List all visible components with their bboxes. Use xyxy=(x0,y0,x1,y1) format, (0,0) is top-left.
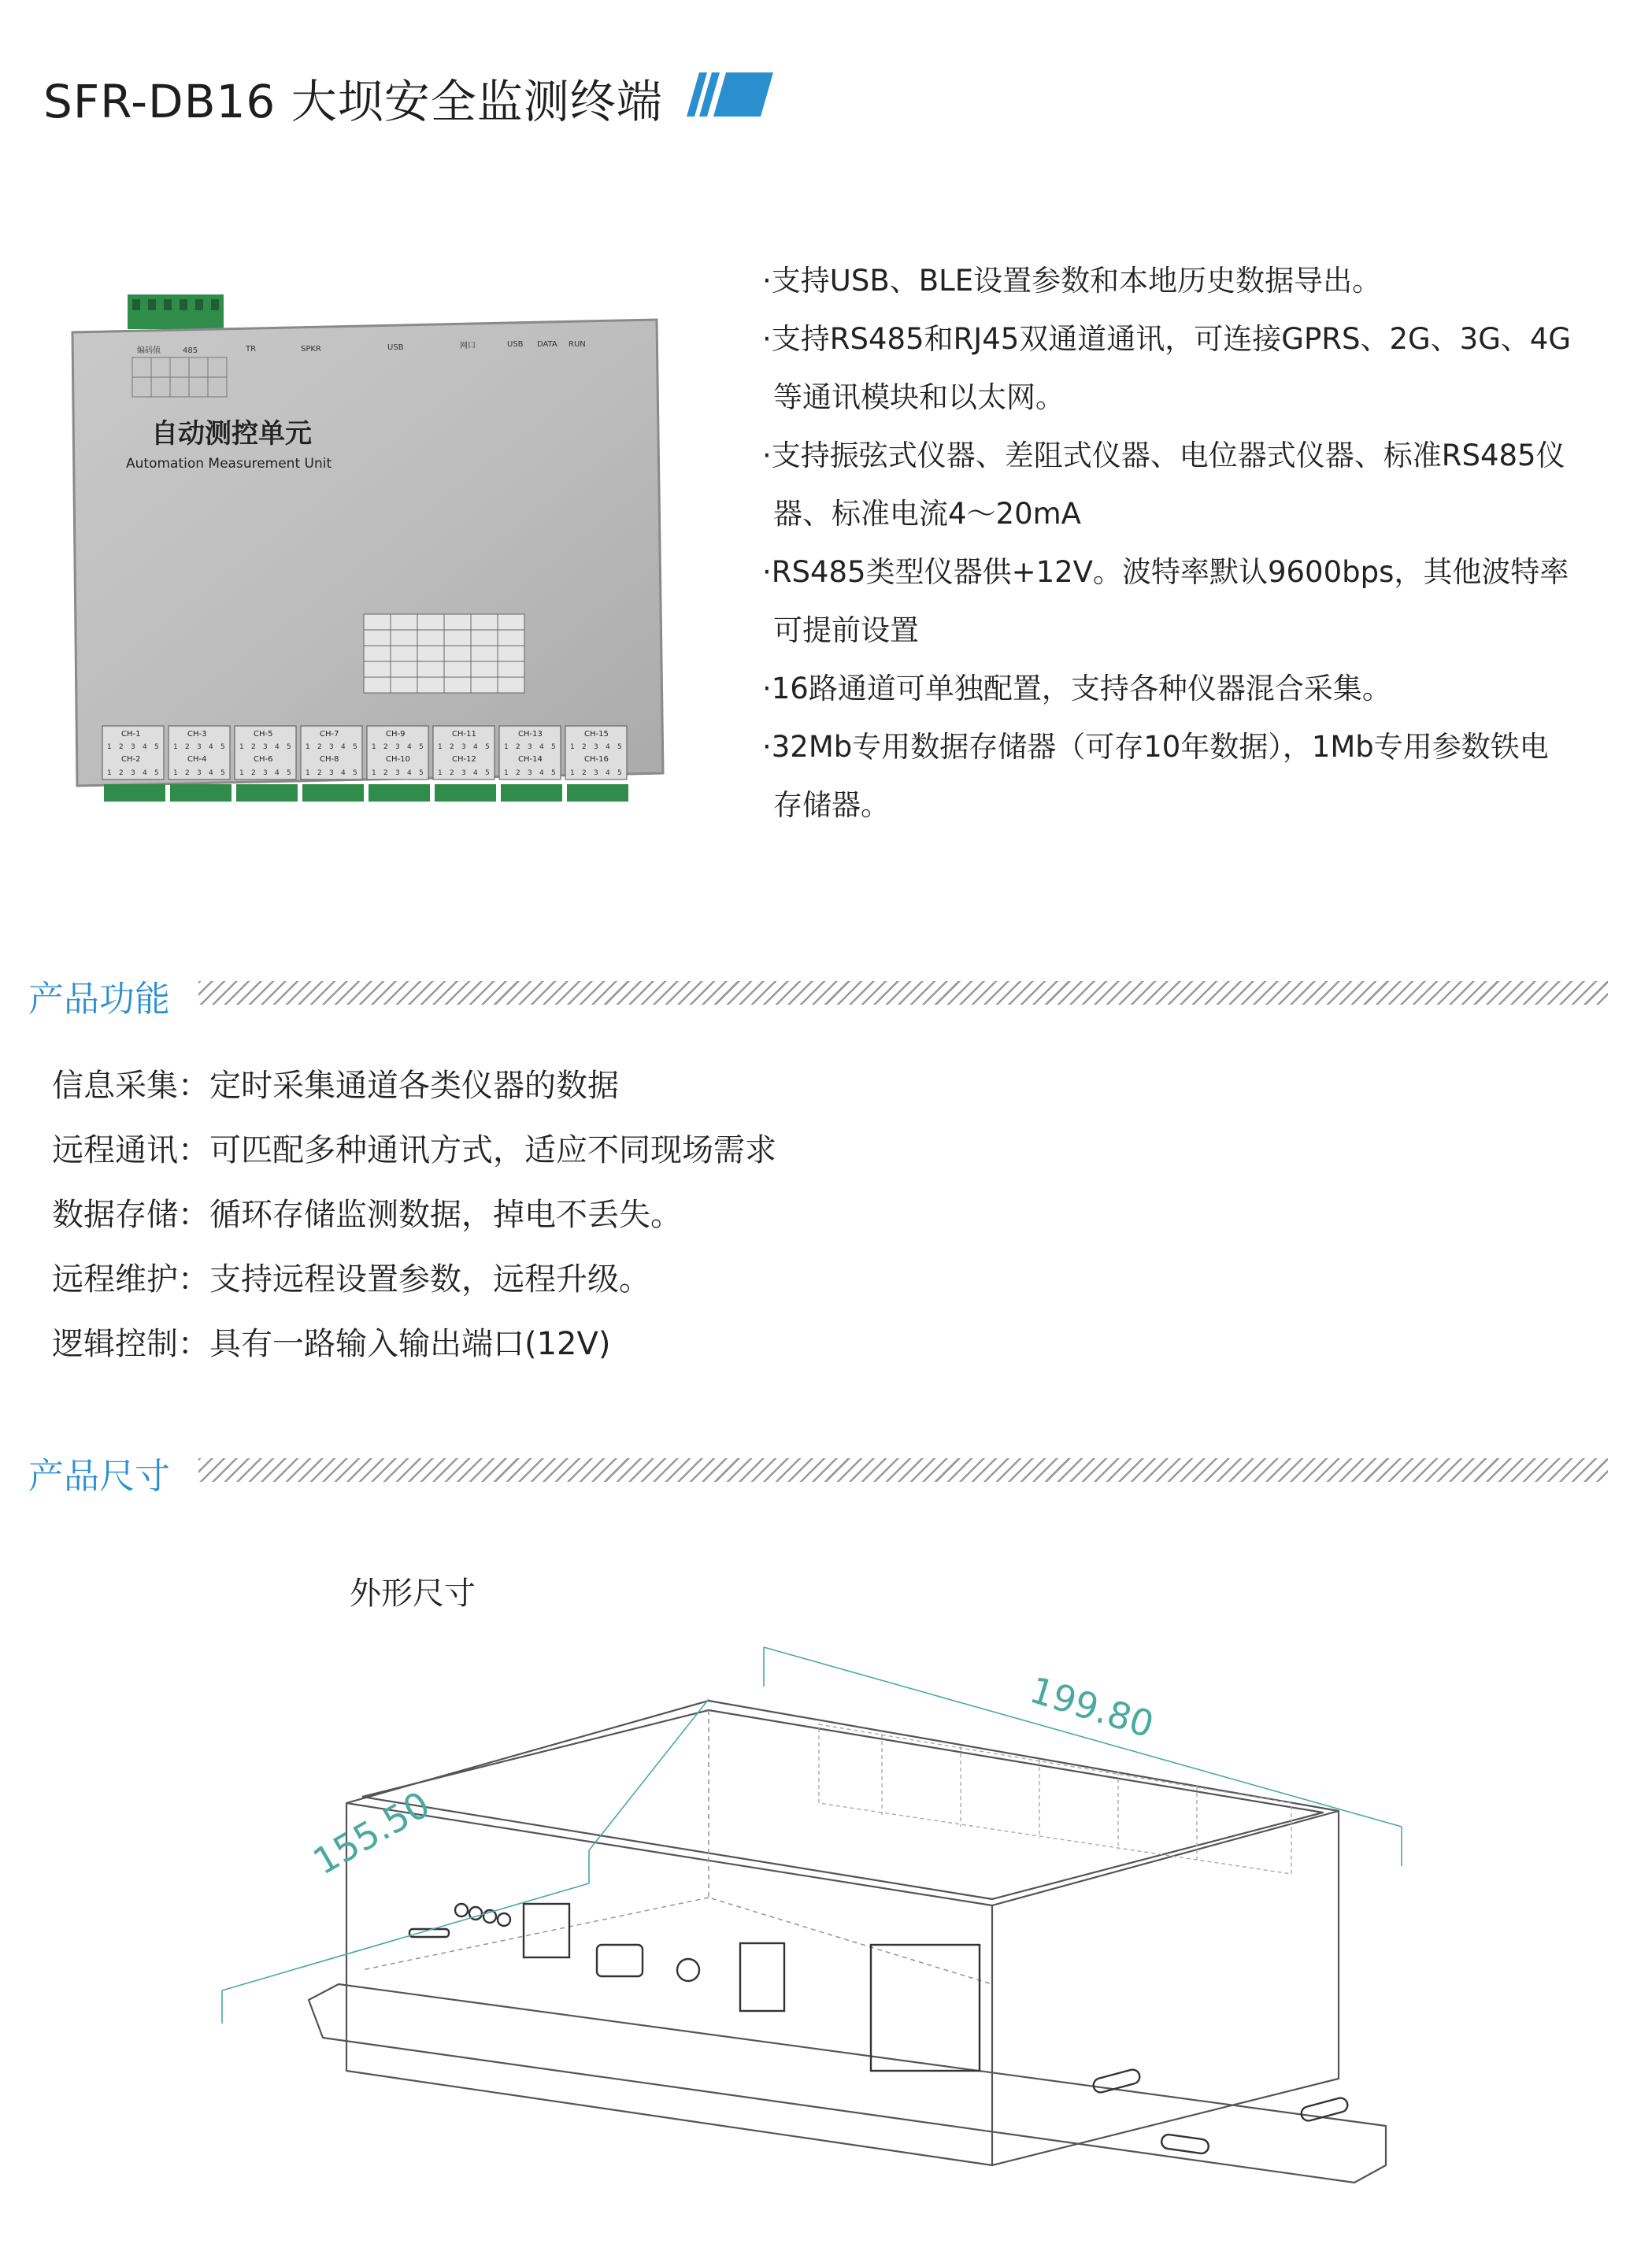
pin-number: 3 xyxy=(461,743,466,751)
feature-item xyxy=(762,427,1628,543)
function-value: 定时采集通道各类仪器的数据 xyxy=(209,1068,619,1104)
enclosure-dimension-drawing xyxy=(205,1614,1433,2213)
section-title-functions: 产品功能 xyxy=(28,978,171,1020)
features-list xyxy=(762,252,1628,835)
product-label-cn: 自动测控单元 xyxy=(151,418,312,450)
section-title-dimensions: 产品尺寸 xyxy=(28,1455,171,1497)
pin-number: 3 xyxy=(395,743,400,751)
function-item xyxy=(52,1247,776,1312)
pin-number: 5 xyxy=(419,769,424,777)
pin-number: 2 xyxy=(450,743,454,751)
feature-line: ·RS485类型仪器供+12V。波特率默认9600bps，其他波特率 xyxy=(762,555,1569,589)
pin-number: 2 xyxy=(251,743,256,751)
pin-number: 2 xyxy=(582,743,587,751)
product-label-en: Automation Measurement Unit xyxy=(126,456,332,472)
pin-number: 2 xyxy=(582,769,587,777)
feature-line: ·支持USB、BLE设置参数和本地历史数据导出。 xyxy=(762,264,1382,298)
channel-label: CH-15 xyxy=(584,730,609,739)
pin-number: 4 xyxy=(539,743,544,751)
channel-label: CH-3 xyxy=(187,730,207,739)
pin-number: 5 xyxy=(485,769,490,777)
label-top-5: DATA xyxy=(537,340,557,349)
pin-number: 1 xyxy=(239,769,244,777)
channel-label: CH-8 xyxy=(320,755,339,764)
pin-number: 3 xyxy=(131,743,135,751)
pin-number: 2 xyxy=(383,743,388,751)
pin-number: 5 xyxy=(353,743,357,751)
function-key: 远程维护： xyxy=(52,1261,209,1298)
pin-number: 1 xyxy=(107,743,112,751)
pin-number: 1 xyxy=(438,743,443,751)
label-top-6: RUN xyxy=(569,340,586,349)
pin-number: 4 xyxy=(407,769,412,777)
feature-item xyxy=(762,718,1628,835)
channel-label: CH-16 xyxy=(584,755,609,764)
pin-number: 3 xyxy=(594,769,598,777)
pin-number: 4 xyxy=(341,743,346,751)
pin-number: 5 xyxy=(287,769,291,777)
channel-label: CH-4 xyxy=(187,755,207,764)
top-terminal-block xyxy=(128,294,224,329)
pin-number: 4 xyxy=(209,743,213,751)
pin-number: 4 xyxy=(407,743,412,751)
pin-number: 5 xyxy=(551,743,556,751)
pin-number: 1 xyxy=(173,769,178,777)
pin-number: 3 xyxy=(528,769,532,777)
pin-number: 2 xyxy=(450,769,454,777)
feature-line: ·支持RS485和RJ45双通道通讯，可连接GPRS、2G、3G、4G xyxy=(762,322,1572,356)
feature-line: 器、标准电流4～20mA xyxy=(773,497,1081,531)
pin-number: 5 xyxy=(154,769,159,777)
pin-number: 4 xyxy=(341,769,346,777)
pin-number: 1 xyxy=(372,769,376,777)
channel-label: CH-9 xyxy=(386,730,406,739)
section-divider-hatch xyxy=(198,1458,1608,1482)
function-value: 具有一路输入输出端口(12V) xyxy=(209,1326,611,1362)
function-key: 信息采集： xyxy=(52,1068,209,1104)
pin-number: 1 xyxy=(504,743,509,751)
pin-number: 1 xyxy=(570,769,575,777)
pin-number: 4 xyxy=(473,769,478,777)
feature-item xyxy=(762,660,1628,718)
pin-number: 1 xyxy=(372,743,376,751)
pin-number: 3 xyxy=(197,743,202,751)
pin-number: 4 xyxy=(143,769,147,777)
pin-number: 1 xyxy=(504,769,509,777)
pin-number: 2 xyxy=(119,769,124,777)
spec-table xyxy=(364,614,524,693)
pin-number: 3 xyxy=(528,743,532,751)
pin-number: 5 xyxy=(287,743,291,751)
pin-number: 3 xyxy=(131,769,135,777)
feature-line: 存储器。 xyxy=(773,788,890,822)
function-item xyxy=(52,1312,776,1376)
function-key: 数据存储： xyxy=(52,1197,209,1233)
function-key: 逻辑控制： xyxy=(52,1326,209,1362)
channel-label: CH-11 xyxy=(452,730,476,739)
channel-label: CH-7 xyxy=(320,730,339,739)
pin-number: 2 xyxy=(119,743,124,751)
feature-item xyxy=(762,310,1628,427)
pin-number: 2 xyxy=(185,743,190,751)
feature-line: 等通讯模块和以太网。 xyxy=(773,380,1065,414)
pin-number: 4 xyxy=(606,769,610,777)
pin-number: 4 xyxy=(473,743,478,751)
pin-number: 3 xyxy=(461,769,466,777)
channel-label: CH-6 xyxy=(254,755,273,764)
dimension-caption: 外形尺寸 xyxy=(350,1576,476,1612)
channel-label: CH-1 xyxy=(121,730,141,739)
function-key: 远程通讯： xyxy=(52,1132,209,1168)
label-top-4: USB xyxy=(507,340,524,349)
dimension-length-label: 199.80 xyxy=(1024,1668,1159,1746)
pin-number: 2 xyxy=(516,769,520,777)
pin-number: 4 xyxy=(606,743,610,751)
pin-number: 3 xyxy=(329,743,334,751)
pin-number: 5 xyxy=(220,743,225,751)
pin-number: 4 xyxy=(275,743,280,751)
label-top-1: 485 xyxy=(183,346,198,355)
pin-number: 1 xyxy=(173,743,178,751)
pin-number: 5 xyxy=(617,743,622,751)
dimension-width-label: 155.50 xyxy=(306,1783,437,1883)
pin-number: 5 xyxy=(154,743,159,751)
pin-number: 5 xyxy=(617,769,622,777)
pin-number: 1 xyxy=(570,743,575,751)
label-top-3: 网口 xyxy=(460,342,476,350)
function-value: 支持远程设置参数，远程升级。 xyxy=(209,1261,650,1298)
pin-number: 4 xyxy=(143,743,147,751)
pin-number: 2 xyxy=(185,769,190,777)
channel-label: CH-13 xyxy=(518,730,543,739)
pin-number: 5 xyxy=(551,769,556,777)
pin-number: 4 xyxy=(539,769,544,777)
bottom-terminal-blocks xyxy=(104,784,628,802)
pin-number: 2 xyxy=(317,769,322,777)
feature-item xyxy=(762,252,1628,310)
section-divider-hatch xyxy=(198,981,1608,1005)
pin-number: 5 xyxy=(485,743,490,751)
page-title: SFR-DB16 大坝安全监测终端 xyxy=(43,75,663,128)
product-photo xyxy=(65,285,679,811)
feature-line: ·支持振弦式仪器、差阻式仪器、电位器式仪器、标准RS485仪 xyxy=(762,439,1565,472)
function-item xyxy=(52,1183,776,1247)
pin-number: 5 xyxy=(419,743,424,751)
channel-label: CH-5 xyxy=(254,730,273,739)
pin-number: 4 xyxy=(275,769,280,777)
pin-number: 2 xyxy=(251,769,256,777)
channel-label: CH-2 xyxy=(121,755,141,764)
channel-label: CH-12 xyxy=(452,755,476,764)
pin-number: 5 xyxy=(220,769,225,777)
functions-list xyxy=(52,1053,776,1376)
pin-number: 3 xyxy=(263,743,268,751)
pin-number: 3 xyxy=(594,743,598,751)
pin-number: 1 xyxy=(107,769,112,777)
title-stripes-icon xyxy=(687,72,773,117)
feature-item xyxy=(762,543,1628,660)
label-top-8: SPKR xyxy=(301,345,321,354)
channel-label: CH-10 xyxy=(386,755,410,764)
function-item xyxy=(52,1053,776,1118)
channel-label: CH-14 xyxy=(518,755,543,764)
pin-number: 1 xyxy=(306,769,310,777)
pin-number: 1 xyxy=(438,769,443,777)
feature-line: 可提前设置 xyxy=(773,613,919,647)
pin-number: 3 xyxy=(329,769,334,777)
pin-number: 5 xyxy=(353,769,357,777)
function-item xyxy=(52,1118,776,1183)
label-top-7: TR xyxy=(246,345,257,354)
pin-number: 2 xyxy=(317,743,322,751)
pin-number: 4 xyxy=(209,769,213,777)
feature-line: ·16路通道可单独配置，支持各种仪器混合采集。 xyxy=(762,672,1391,705)
function-value: 可匹配多种通讯方式，适应不同现场需求 xyxy=(209,1132,776,1168)
pin-number: 3 xyxy=(395,769,400,777)
pin-number: 3 xyxy=(263,769,268,777)
pin-number: 1 xyxy=(306,743,310,751)
pin-number: 2 xyxy=(383,769,388,777)
feature-line: ·32Mb专用数据存储器（可存10年数据），1Mb专用参数铁电 xyxy=(762,730,1549,764)
label-top-0: 编码值 xyxy=(137,346,161,355)
pin-number: 3 xyxy=(197,769,202,777)
pin-number: 1 xyxy=(239,743,244,751)
label-top-2: USB xyxy=(387,343,404,352)
pin-number: 2 xyxy=(516,743,520,751)
function-value: 循环存储监测数据，掉电不丢失。 xyxy=(209,1197,682,1233)
